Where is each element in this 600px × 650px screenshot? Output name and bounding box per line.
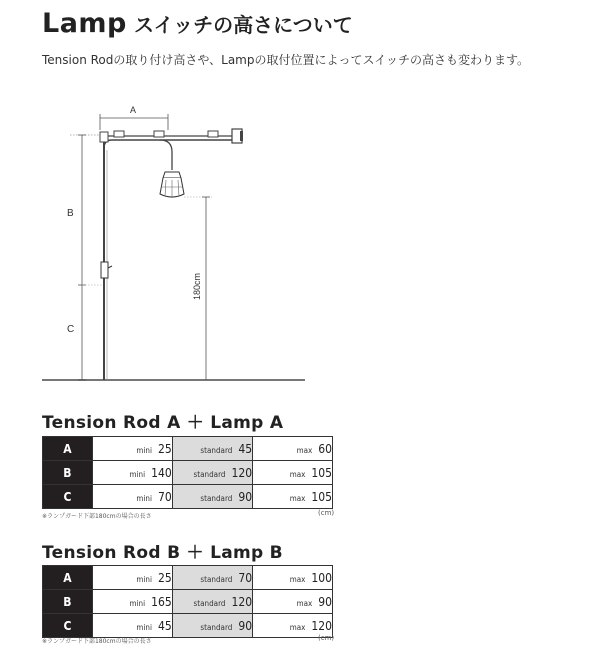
- spec-table-a: [42, 436, 333, 509]
- table-row: [43, 461, 333, 485]
- mini-label: mini: [136, 622, 152, 632]
- mini-value: 45: [157, 618, 172, 633]
- mini-value: 70: [157, 489, 172, 504]
- page-title: [42, 8, 353, 39]
- table-b-title: Tension Rod B ＋ Lamp B: [42, 543, 283, 563]
- standard-label: standard: [200, 574, 233, 584]
- mini-value: 165: [151, 594, 172, 609]
- max-label: max: [289, 493, 306, 503]
- dimension-a-label: A: [130, 105, 137, 115]
- table-row: [43, 485, 333, 509]
- row-label: B: [43, 461, 93, 485]
- row-label: C: [43, 614, 93, 638]
- row-label: B: [43, 590, 93, 614]
- standard-label: standard: [200, 445, 233, 455]
- dimension-b-label: B: [67, 208, 74, 219]
- standard-label: standard: [193, 469, 226, 479]
- max-label: max: [289, 622, 306, 632]
- table-row: [43, 566, 333, 590]
- standard-label: standard: [200, 493, 233, 503]
- standard-value: 70: [238, 570, 253, 585]
- standard-value: 120: [231, 465, 253, 480]
- standard-label: standard: [193, 598, 226, 608]
- dimension-bc-line: [78, 135, 104, 380]
- max-label: max: [296, 598, 313, 608]
- table-b-note: ※ランプガード下部180cmの場合の長さ: [42, 638, 152, 645]
- lamp-installation-diagram: [0, 90, 600, 390]
- standard-value: 45: [238, 441, 253, 456]
- mini-label: mini: [129, 469, 146, 479]
- row-label: A: [43, 437, 93, 461]
- mini-label: mini: [136, 574, 152, 584]
- page-subtitle: Tension Rodの取り付け高さや、Lampの取付位置によってスイッチの高さも変わります。: [42, 53, 530, 67]
- row-label: A: [43, 566, 93, 590]
- table-a-note: ※ランプガード下部180cmの場合の長さ: [42, 513, 152, 520]
- max-value: 60: [318, 441, 332, 456]
- table-a-title: Tension Rod A ＋ Lamp A: [42, 413, 284, 433]
- dimension-c-label: C: [67, 324, 75, 335]
- max-value: 120: [311, 618, 332, 633]
- table-b-unit: (cm): [318, 634, 335, 642]
- max-label: max: [296, 445, 313, 455]
- mini-label: mini: [129, 598, 146, 608]
- max-value: 90: [318, 594, 332, 609]
- standard-label: standard: [200, 622, 233, 632]
- table-row: [43, 590, 333, 614]
- spec-table-b: [42, 565, 333, 638]
- mini-value: 140: [151, 465, 172, 480]
- title-lamp: Lamp: [42, 8, 127, 39]
- mini-label: mini: [136, 493, 152, 503]
- table-a-unit: (cm): [318, 509, 335, 517]
- height-dimension-label: 180cm: [192, 272, 202, 300]
- max-value: 105: [311, 465, 332, 480]
- mini-value: 25: [157, 441, 172, 456]
- max-label: max: [289, 574, 306, 584]
- mini-value: 25: [157, 570, 172, 585]
- row-label: C: [43, 485, 93, 509]
- dimension-a: [100, 114, 168, 130]
- max-label: max: [289, 469, 306, 479]
- standard-value: 90: [238, 618, 253, 633]
- table-row: [43, 437, 333, 461]
- lamp: [160, 140, 184, 198]
- max-value: 105: [311, 489, 332, 504]
- mini-label: mini: [136, 445, 152, 455]
- title-japanese: スイッチの高さについて: [133, 13, 353, 37]
- switch: [101, 262, 112, 278]
- standard-value: 120: [231, 594, 253, 609]
- max-value: 100: [311, 570, 332, 585]
- standard-value: 90: [238, 489, 253, 504]
- table-row: [43, 614, 333, 638]
